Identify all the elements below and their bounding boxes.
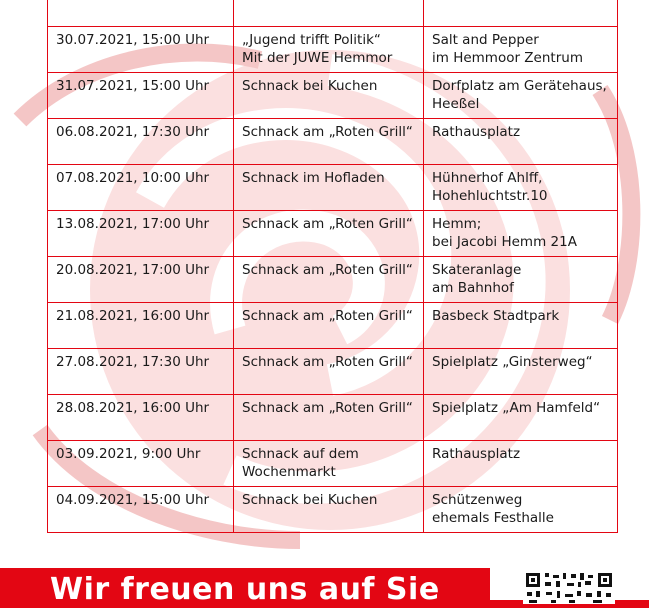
cell-date (48, 119, 234, 165)
cell-place (424, 395, 618, 441)
table-row (48, 441, 618, 487)
cell-event (234, 395, 424, 441)
cell-date (48, 165, 234, 211)
cell-event (234, 119, 424, 165)
cell-place (424, 73, 618, 119)
place-text: Salt and Pepper im Hemmoor Zentrum (432, 32, 583, 66)
place-text: Rathausplatz (432, 446, 521, 462)
event-text: Schnack am „Roten Grill“ (242, 308, 413, 324)
cell-place (424, 349, 618, 395)
date-text: 03.09.2021, 9:00 Uhr (56, 446, 201, 462)
cell-date (48, 73, 234, 119)
event-text: Schnack bei Kuchen (242, 492, 378, 508)
cell-date (48, 0, 234, 27)
cell-event (234, 73, 424, 119)
cell-event (234, 487, 424, 533)
cell-date (48, 487, 234, 533)
cell-date (48, 211, 234, 257)
place-text: Skateranlage am Bahnhof (432, 262, 522, 296)
cell-event (234, 257, 424, 303)
date-text: 28.08.2021, 16:00 Uhr (56, 400, 210, 416)
cell-date (48, 257, 234, 303)
event-text: Schnack am „Roten Grill“ (242, 400, 413, 416)
table-row (48, 395, 618, 441)
place-text: Hemm; bei Jacobi Hemm 21A (432, 216, 577, 250)
closing-banner (0, 568, 490, 608)
cell-date (48, 441, 234, 487)
place-text: Schützenweg ehemals Festhalle (432, 492, 554, 526)
qr-code-icon[interactable] (523, 570, 615, 604)
event-text: „Jugend trifft Politik“ Mit der JUWE Hemmor (242, 32, 393, 66)
event-text: Schnack bei Kuchen (242, 78, 378, 94)
cell-event (234, 349, 424, 395)
date-text: 13.08.2021, 17:00 Uhr (56, 216, 210, 232)
cell-date (48, 27, 234, 73)
table-row (48, 303, 618, 349)
place-text: Spielplatz „Ginsterweg“ (432, 354, 593, 370)
table-row (48, 0, 618, 27)
table-row (48, 165, 618, 211)
place-text: Rathausplatz (432, 124, 521, 140)
cell-event (234, 211, 424, 257)
cell-place (424, 27, 618, 73)
date-text: 06.08.2021, 17:30 Uhr (56, 124, 210, 140)
cell-date (48, 395, 234, 441)
place-text: Basbeck Stadtpark (432, 308, 560, 324)
table-row (48, 257, 618, 303)
cell-place (424, 0, 618, 27)
event-text: Schnack im Hofladen (242, 170, 385, 186)
cell-place (424, 257, 618, 303)
place-text: Spielplatz „Am Hamfeld“ (432, 400, 601, 416)
event-text: Schnack am „Roten Grill“ (242, 354, 413, 370)
cell-event (234, 165, 424, 211)
date-text: 31.07.2021, 15:00 Uhr (56, 78, 210, 94)
cell-place (424, 165, 618, 211)
cell-date (48, 349, 234, 395)
event-schedule-table (47, 0, 618, 533)
event-text: Schnack am „Roten Grill“ (242, 124, 413, 140)
cell-date (48, 303, 234, 349)
table-row (48, 119, 618, 165)
cell-place (424, 303, 618, 349)
date-text: 21.08.2021, 16:00 Uhr (56, 308, 210, 324)
place-text: Hühnerhof Ahlff, Hohehluchtstr.10 (432, 170, 548, 204)
date-text: 27.08.2021, 17:30 Uhr (56, 354, 210, 370)
cell-place (424, 211, 618, 257)
cell-event (234, 303, 424, 349)
event-text: Schnack auf dem Wochenmarkt (242, 446, 359, 480)
date-text: 30.07.2021, 15:00 Uhr (56, 32, 210, 48)
cell-place (424, 119, 618, 165)
date-text: 20.08.2021, 17:00 Uhr (56, 262, 210, 278)
table-row (48, 73, 618, 119)
cell-place (424, 487, 618, 533)
table-row (48, 27, 618, 73)
table-row (48, 487, 618, 533)
date-text: 07.08.2021, 10:00 Uhr (56, 170, 210, 186)
table-row (48, 211, 618, 257)
event-text: Schnack am „Roten Grill“ (242, 216, 413, 232)
banner-text: Wir freuen uns auf Sie (50, 572, 440, 607)
table-row (48, 349, 618, 395)
date-text: 04.09.2021, 15:00 Uhr (56, 492, 210, 508)
event-text: Schnack am „Roten Grill“ (242, 262, 413, 278)
cell-event (234, 0, 424, 27)
cell-event (234, 441, 424, 487)
cell-event (234, 27, 424, 73)
place-text: Dorfplatz am Gerätehaus, Heeßel (432, 78, 607, 112)
cell-place (424, 441, 618, 487)
